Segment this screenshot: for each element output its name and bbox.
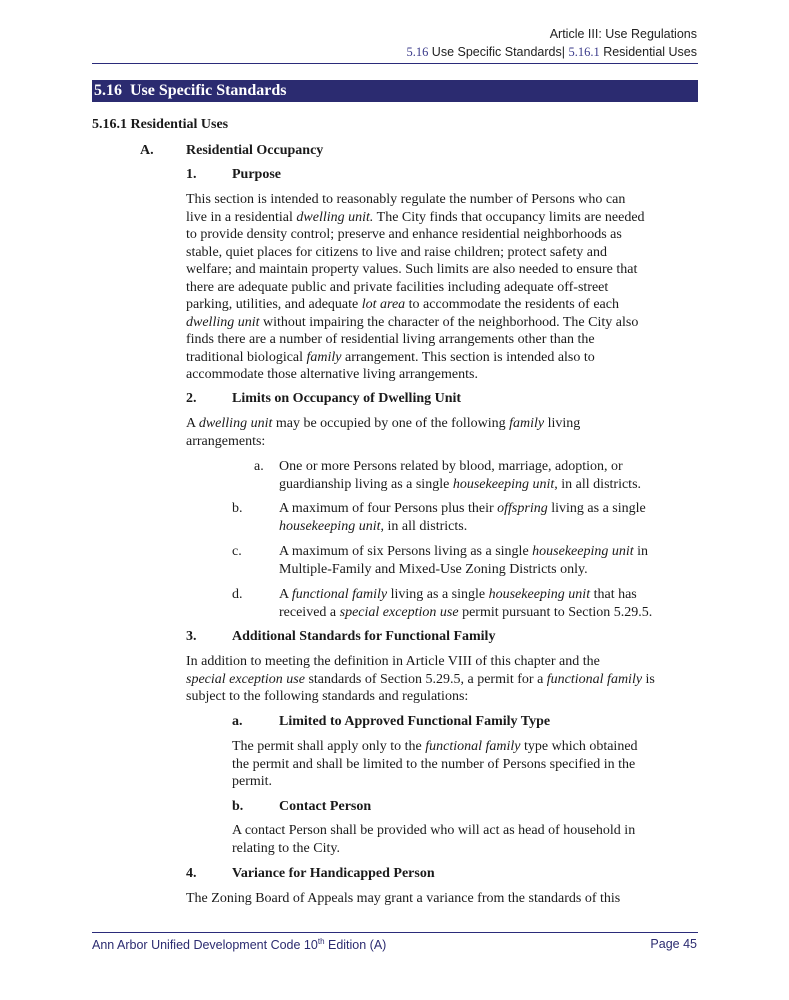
item-3-title: Additional Standards for Functional Family: [232, 629, 496, 644]
line: to provide density control; preserve and enhance residential neighborhoods as: [186, 227, 622, 242]
footer-title: Ann Arbor Unified Development Code 10th Edition (A): [92, 937, 387, 953]
list-letter-c: c.: [232, 544, 242, 559]
header-article: Article III: Use Regulations: [549, 27, 697, 41]
item-1-title: Purpose: [232, 167, 281, 182]
item-4-number: 4.: [186, 866, 197, 881]
line: there are adequate public and private facilities including adequate off-street: [186, 279, 609, 295]
line: parking, utilities, and adequate lot area to accommodate the residents of each: [186, 297, 619, 312]
list-letter-a: a.: [254, 459, 264, 474]
footer-rule: [92, 932, 698, 933]
section-number: 5.16: [94, 82, 122, 99]
subsection-title: Residential Uses: [130, 117, 229, 132]
item-3a-letter: a.: [232, 714, 243, 729]
line: traditional biological family arrangement. This section is intended also to: [186, 349, 595, 365]
header-rule: [92, 63, 698, 64]
item-2-title: Limits on Occupancy of Dwelling Unit: [232, 391, 462, 406]
header-subsection-title: Residential Uses: [603, 45, 697, 59]
line: welfare; and maintain property values. Such limits are also needed to ensure that: [186, 262, 638, 277]
line: accommodate those alternative living arrangements.: [186, 367, 478, 382]
line: live in a residential dwelling unit. The City finds that occupancy limits are needed: [186, 209, 645, 225]
subsection-heading: [92, 116, 228, 134]
item-3b-title: Contact Person: [279, 799, 372, 814]
item-3a-title: Limited to Approved Functional Family Type: [279, 714, 551, 729]
page-number: Page 45: [650, 937, 697, 951]
item-4-title: Variance for Handicapped Person: [232, 866, 435, 881]
subsection-number: 5.16.1: [92, 117, 127, 132]
item-3a-paragraph: The permit shall apply only to the functional family type which obtained the permit and shall be limited to the number of Persons specified in the permit.: [232, 739, 638, 789]
list-item-b: A maximum of four Persons plus their offspring living as a single housekeeping unit, in all districts.: [279, 501, 646, 534]
list-letter-d: d.: [232, 587, 243, 602]
item-3b-letter: b.: [232, 799, 244, 814]
section-heading-bar: [92, 80, 698, 102]
line: dwelling unit without impairing the character of the neighborhood. The City also: [186, 314, 639, 330]
part-a-title: Residential Occupancy: [186, 143, 324, 158]
list-letter-b: b.: [232, 501, 243, 516]
list-item-a: One or more Persons related by blood, marriage, adoption, or guardianship living as a single housekeeping unit, in all districts.: [279, 459, 642, 492]
line: stable, quiet places for citizens to live and raise children; protect safety and: [186, 244, 608, 260]
line: finds there are a number of residential living arrangements other than the: [186, 332, 595, 347]
header-breadcrumb: 5.16 Use Specific Standards| 5.16.1 Residential Uses: [406, 45, 697, 59]
item-1-paragraph: [186, 191, 645, 384]
line: This section is intended to reasonably regulate the number of Persons who can: [186, 192, 626, 207]
header-subsection-number: 5.16.1: [568, 45, 600, 59]
header-section-title: Use Specific Standards: [431, 45, 562, 59]
section-title: Use Specific Standards: [130, 82, 287, 99]
list-item-d: A functional family living as a single housekeeping unit that has received a special exception use permit pursuant to Section 5.29.5.: [279, 587, 653, 620]
item-3-intro: In addition to meeting the definition in Article VIII of this chapter and the special exception use standards of Section 5.29.5, a permit for a functional family is subject to the following standards and regulations:: [186, 654, 655, 704]
item-2-intro: A dwelling unit may be occupied by one of the following family living arrangements:: [186, 416, 581, 449]
part-a-letter: A.: [140, 143, 154, 158]
header-section-number: 5.16: [406, 45, 429, 59]
item-2-number: 2.: [186, 391, 197, 406]
list-item-c: A maximum of six Persons living as a single housekeeping unit in Multiple-Family and Mixed-Use Zoning Districts only.: [279, 544, 649, 577]
item-1-number: 1.: [186, 167, 197, 182]
item-3-number: 3.: [186, 629, 197, 644]
item-4-paragraph: The Zoning Board of Appeals may grant a variance from the standards of this: [186, 891, 621, 906]
item-3b-paragraph: A contact Person shall be provided who will act as head of household in relating to the City.: [232, 823, 636, 856]
